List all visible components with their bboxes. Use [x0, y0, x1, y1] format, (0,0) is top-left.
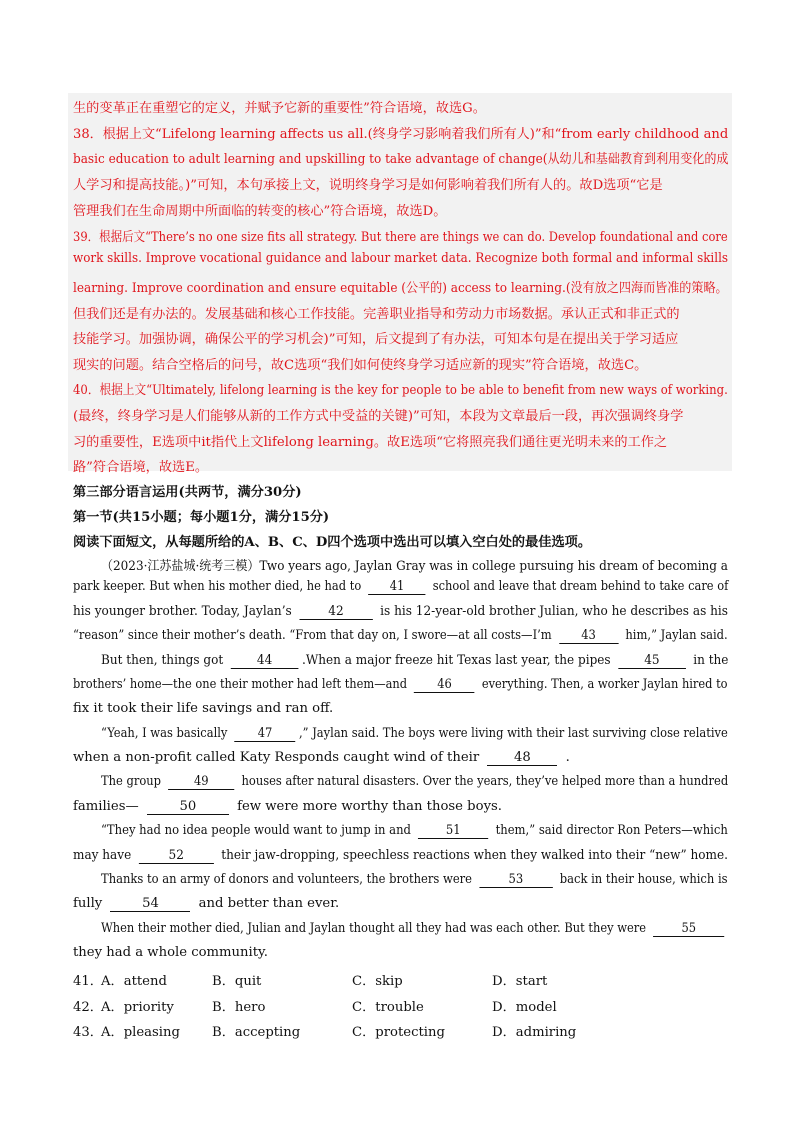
passage-line [101, 872, 728, 888]
passage-text: their jaw-dropping, speechless reactions when they walked into their “new” home. [221, 848, 728, 863]
passage-line [73, 896, 339, 912]
blank-50: 50 [147, 800, 229, 815]
explanation-q38-line: 管理我们在生命周期中所面临的转变的核心”符合语境，故选D。 [73, 204, 447, 219]
passage-line [101, 921, 728, 937]
blank-55: 55 [653, 922, 724, 937]
passage-line [73, 799, 502, 815]
option-a[interactable]: A．pleasing [101, 1025, 180, 1040]
question-number: 42． [73, 1000, 103, 1015]
option-d[interactable]: D．model [492, 1000, 557, 1015]
explanation-q38-line: 38．根据上文“Lifelong learning affects us all.(终身学习影响着我们所有人)”和“from early childhood and [73, 127, 729, 142]
option-c[interactable]: C．skip [352, 974, 403, 989]
option-d[interactable]: D．admiring [492, 1025, 577, 1040]
passage-text: houses after natural disasters. Over the years, they’ve helped more than a hundred [241, 774, 729, 789]
option-b[interactable]: B．hero [212, 1000, 266, 1015]
blank-41: 41 [368, 580, 425, 595]
blank-45: 45 [618, 654, 686, 669]
passage-text: The group [101, 774, 162, 789]
blank-48: 48 [487, 751, 557, 766]
passage-line [101, 653, 728, 669]
passage-text: fully [73, 896, 103, 911]
passage-text: .When a major freeze hit Texas last year, the pipes [302, 653, 611, 668]
passage-line [101, 823, 728, 839]
explanation-line: 生的变革正在重塑它的定义，并赋予它新的重要性”符合语境，故选G。 [73, 101, 486, 116]
explanation-q39-line: work skills. Improve vocational guidance and labour market data. Recognize both formal and informal skills [73, 251, 729, 266]
passage-text: “They had no idea people would want to jump in and [101, 823, 411, 838]
passage-line: they had a whole community. [73, 945, 268, 960]
blank-51: 51 [418, 824, 488, 839]
explanation-q39-line: 39．根据后文“There’s no one size fits all strategy. But there are things we can do. Develop foundational and core [73, 230, 728, 245]
explanation-q38-line: 人学习和提高技能。)”可知，本句承接上文，说明终身学习是如何影响着我们所有人的。故D选项“它是 [73, 178, 663, 193]
passage-text: . [565, 750, 570, 765]
passage-line: fix it took their life savings and ran off. [73, 701, 334, 716]
option-a[interactable]: A．attend [101, 974, 167, 989]
explanation-q40-line: 习的重要性，E选项中it指代上文lifelong learning。故E选项“它将照亮我们通往更光明未来的工作之 [73, 435, 668, 450]
passage-text: park keeper. But when his mother died, he had to [73, 579, 362, 594]
explanation-q40-line: 路”符合语境，故选E。 [73, 460, 209, 475]
blank-42: 42 [299, 605, 372, 620]
blank-44: 44 [231, 654, 299, 669]
passage-text: families— [73, 799, 139, 814]
blank-54: 54 [110, 897, 190, 912]
passage-line [73, 677, 728, 693]
passage-text: in the [693, 653, 729, 668]
blank-47: 47 [235, 727, 296, 742]
section-subtitle: 第一节(共15小题；每小题1分，满分15分) [73, 510, 330, 525]
passage-text: may have [73, 848, 132, 863]
passage-text: is his 12-year-old brother Julian, who he describes as his [380, 604, 728, 619]
passage-text: “Yeah, I was basically [101, 726, 228, 741]
section-title: 第三部分语言运用(共两节，满分30分) [73, 485, 302, 500]
passage-text: them,” said director Ron Peters—which [495, 823, 728, 838]
explanation-q39-line: 技能学习。加强协调，确保公平的学习机会)”可知，后文提到了有办法，可知本句是在提出关于学习适应 [73, 332, 679, 347]
option-c[interactable]: C．trouble [352, 1000, 424, 1015]
passage-text: “reason” since their mother’s death. “From that day on, I swore—at all costs—I’m [73, 628, 552, 643]
passage-text: him,” Jaylan said. [625, 628, 728, 643]
passage-text: and better than ever. [198, 896, 340, 911]
blank-49: 49 [168, 775, 234, 790]
option-b[interactable]: B．quit [212, 974, 262, 989]
explanation-q39-line: learning. Improve coordination and ensure equitable (公平的) access to learning.(没有放之四海而皆准的策略。 [73, 281, 728, 296]
passage-text: few were more worthy than those boys. [237, 799, 502, 814]
blank-43: 43 [559, 629, 618, 644]
blank-53: 53 [479, 873, 552, 888]
passage-line [73, 628, 728, 644]
explanation-q40-line: (最终，终身学习是人们能够从新的工作方式中受益的关键)”可知，本段为文章最后一段，再次强调终身学 [73, 409, 684, 424]
passage-text: back in their house, which is [559, 872, 728, 887]
passage-line [73, 579, 728, 595]
passage-text: brothers’ home—the one their mother had left them—and [73, 677, 408, 692]
passage-text: But then, things got [101, 653, 224, 668]
passage-line [101, 726, 728, 742]
passage-text: when a non-profit called Katy Responds caught wind of their [73, 750, 480, 765]
explanation-q39-line: 现实的问题。结合空格后的问号，故C选项“我们如何使终身学习适应新的现实”符合语境，故选C。 [73, 358, 648, 373]
passage-text: Thanks to an army of donors and volunteers, the brothers were [101, 872, 472, 887]
passage-text: school and leave that dream behind to take care of [432, 579, 729, 594]
passage-text: ,” Jaylan said. The boys were living with their last surviving close relative [299, 726, 728, 741]
question-number: 43． [73, 1025, 103, 1040]
passage-line [73, 604, 728, 620]
passage-line [101, 774, 728, 790]
option-b[interactable]: B．accepting [212, 1025, 301, 1040]
explanation-q38-line: basic education to adult learning and upskilling to take advantage of change(从幼儿和基础教育到利用变化的成 [73, 152, 729, 167]
blank-52: 52 [139, 849, 214, 864]
section-instruction: 阅读下面短文，从每题所给的A、B、C、D四个选项中选出可以填入空白处的最佳选项。 [73, 535, 592, 550]
passage-line [73, 848, 728, 864]
explanation-q40-line: 40．根据上文“Ultimately, lifelong learning is the key for people to be able to benefit from new ways of working. [73, 383, 728, 398]
passage-text: When their mother died, Julian and Jaylan thought all they had was each other. But they were [101, 921, 647, 936]
passage-text: his younger brother. Today, Jaylan’s [73, 604, 292, 619]
passage-line [73, 750, 570, 766]
option-d[interactable]: D．start [492, 974, 548, 989]
passage-text: everything. Then, a worker Jaylan hired to [481, 677, 728, 692]
option-a[interactable]: A．priority [101, 1000, 174, 1015]
passage-line: （2023·江苏盐城·统考三模）Two years ago, Jaylan Gray was in college pursuing his dream of becoming a [101, 559, 728, 574]
option-c[interactable]: C．protecting [352, 1025, 445, 1040]
explanation-q39-line: 但我们还是有办法的。发展基础和核心工作技能。完善职业指导和劳动力市场数据。承认正式和非正式的 [73, 307, 680, 322]
question-number: 41． [73, 974, 103, 989]
blank-46: 46 [414, 678, 475, 693]
